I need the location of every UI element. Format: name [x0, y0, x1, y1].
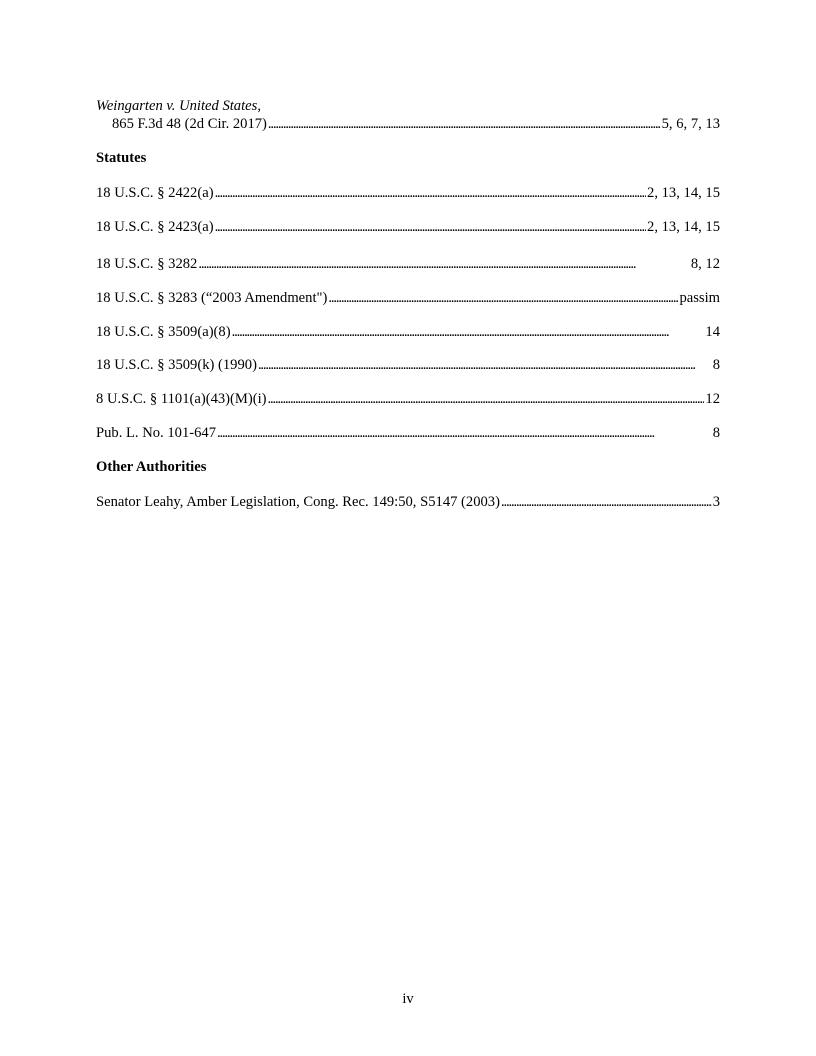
entry-label: 18 U.S.C. § 3509(k) (1990) — [96, 357, 257, 373]
page-number: iv — [402, 991, 414, 1007]
entry-pages: 8, 12 — [690, 256, 720, 272]
entry-label: Senator Leahy, Amber Legislation, Cong. Rec. 149:50, S5147 (2003) — [96, 494, 500, 510]
dot-leader — [217, 424, 712, 442]
entry-pages: 2, 13, 14, 15 — [647, 185, 720, 201]
toc-entry — [96, 424, 720, 442]
entry-label: 18 U.S.C. § 2423(a) — [96, 219, 214, 235]
section-heading-statutes: Statutes — [96, 150, 147, 166]
toc-entry — [96, 493, 720, 511]
toc-entry — [96, 289, 720, 307]
toc-entry — [112, 115, 720, 133]
toc-entry — [96, 184, 720, 202]
entry-pages: 8 — [712, 425, 720, 441]
toc-entry — [96, 218, 720, 236]
toc-entry — [96, 390, 720, 408]
entry-label: 18 U.S.C. § 3283 (“2003 Amendment") — [96, 290, 328, 306]
dot-leader — [215, 218, 646, 236]
entry-label: 8 U.S.C. § 1101(a)(43)(M)(i) — [96, 391, 267, 407]
entry-pages: passim — [679, 290, 720, 306]
entry-citation: 865 F.3d 48 (2d Cir. 2017) — [112, 116, 267, 132]
entry-pages: 12 — [705, 391, 720, 407]
entry-label: Pub. L. No. 101-647 — [96, 425, 216, 441]
entry-label: 18 U.S.C. § 3509(a)(8) — [96, 324, 231, 340]
entry-pages: 3 — [712, 494, 720, 510]
section-heading-other-authorities: Other Authorities — [96, 459, 207, 475]
dot-leader — [268, 390, 705, 408]
entry-pages: 14 — [705, 324, 720, 340]
dot-leader — [215, 184, 646, 202]
toc-entry — [96, 255, 720, 273]
dot-leader — [198, 255, 689, 273]
entry-pages: 5, 6, 7, 13 — [661, 116, 720, 132]
dot-leader — [268, 115, 661, 133]
dot-leader — [328, 289, 678, 307]
entry-label: 18 U.S.C. § 3282 — [96, 256, 198, 272]
toc-entry — [96, 356, 720, 374]
dot-leader — [258, 356, 712, 374]
entry-label: 18 U.S.C. § 2422(a) — [96, 185, 214, 201]
dot-leader — [232, 323, 705, 341]
toc-entry — [96, 323, 720, 341]
entry-pages: 2, 13, 14, 15 — [647, 219, 720, 235]
dot-leader — [501, 493, 712, 511]
entry-pages: 8 — [712, 357, 720, 373]
case-name: Weingarten v. United States, — [96, 98, 261, 114]
